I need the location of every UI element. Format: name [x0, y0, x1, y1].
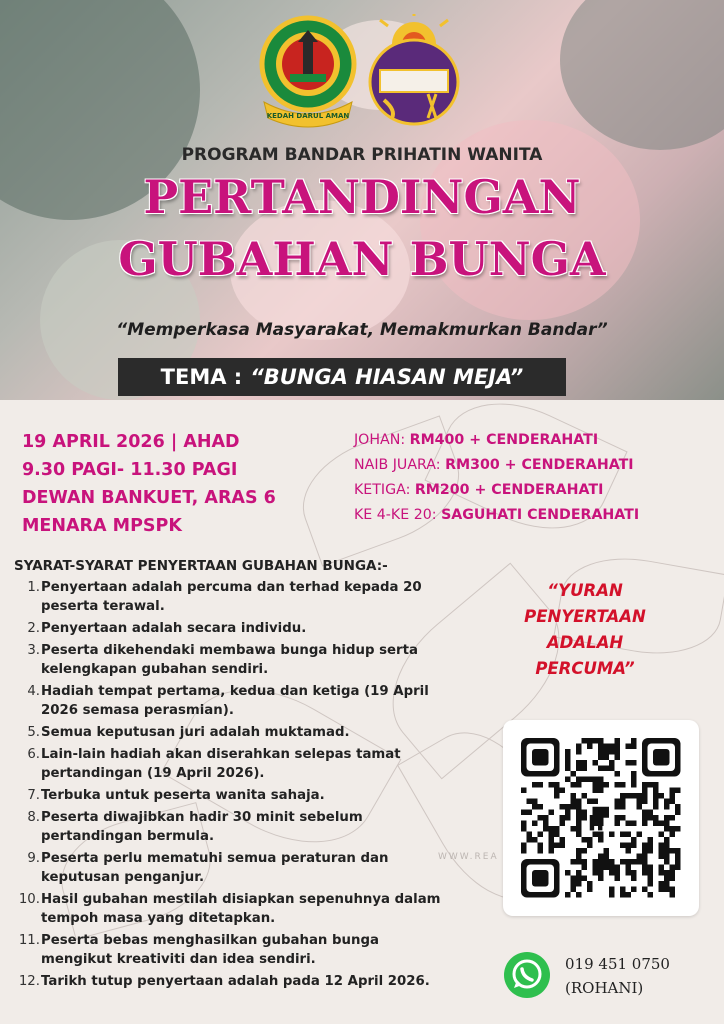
- prize-row: JOHAN: RM400 + CENDERAHATI: [354, 432, 599, 448]
- list-item: 7. Terbuka untuk peserta wanita sahaja.: [27, 788, 325, 803]
- whatsapp-icon[interactable]: [502, 950, 552, 1004]
- fee-note: “YURAN PENYERTAAN ADALAH PERCUMA”: [524, 581, 646, 678]
- motto: “Memperkasa Masyarakat, Memakmurkan Bandar”: [116, 320, 608, 340]
- logo-ribbon-text: KEDAH DARUL AMAN: [266, 112, 350, 120]
- event-time: 9.30 PAGI- 11.30 PAGI: [22, 460, 238, 480]
- program-title: PROGRAM BANDAR PRIHATIN WANITA: [181, 145, 543, 165]
- contact-name: (ROHANI): [565, 979, 644, 997]
- tema-value: “BUNGA HIASAN MEJA”: [250, 365, 524, 389]
- list-item: 12. Tarikh tutup penyertaan adalah pada 12 April 2026.: [18, 974, 430, 989]
- event-venue-1: DEWAN BANKUET, ARAS 6: [22, 488, 276, 508]
- list-item: 11. Peserta bebas menghasilkan gubahan bunga mengikut kreativiti dan idea sendiri.: [18, 933, 379, 967]
- list-item: 4. Hadiah tempat pertama, kedua dan ketiga (19 April 2026 semasa perasmian).: [27, 684, 429, 718]
- qr-code-card[interactable]: [503, 720, 699, 916]
- crest-logo: [366, 14, 462, 130]
- list-item: 5. Semua keputusan juri adalah muktamad.: [27, 725, 350, 740]
- rules-list: [14, 578, 454, 994]
- watermark: WWW.REA: [438, 852, 499, 862]
- rules-title: SYARAT-SYARAT PENYERTAAN GUBAHAN BUNGA:-: [14, 558, 388, 574]
- event-details: [22, 428, 276, 540]
- list-item: 6. Lain-lain hadiah akan diserahkan selepas tamat pertandingan (19 April 2026).: [27, 747, 401, 781]
- qr-code[interactable]: [503, 720, 699, 916]
- contact-info: [565, 952, 670, 1000]
- event-date: 19 APRIL 2026 | AHAD: [22, 432, 240, 452]
- mpspk-logo: [256, 14, 360, 136]
- list-item: 1. Penyertaan adalah percuma dan terhad kepada 20 peserta terawal.: [27, 580, 422, 614]
- event-venue-2: MENARA MPSPK: [22, 516, 182, 536]
- list-item: 10. Hasil gubahan mestilah disiapkan sepenuhnya dalam tempoh masa yang ditetapkan.: [18, 892, 441, 926]
- tema-label: TEMA :: [160, 365, 243, 389]
- title-line-1: PERTANDINGAN: [143, 170, 581, 224]
- prize-row: KE 4-KE 20: SAGUHATI CENDERAHATI: [354, 507, 640, 523]
- list-item: 2. Penyertaan adalah secara individu.: [27, 621, 307, 636]
- list-item: 3. Peserta dikehendaki membawa bunga hidup serta kelengkapan gubahan sendiri.: [27, 643, 418, 677]
- prize-row: KETIGA: RM200 + CENDERAHATI: [354, 482, 604, 498]
- list-item: 9. Peserta perlu mematuhi semua peraturan dan keputusan penganjur.: [27, 851, 389, 885]
- tema-banner: [118, 358, 566, 396]
- prize-list: [354, 428, 639, 528]
- prize-row: NAIB JUARA: RM300 + CENDERAHATI: [354, 457, 634, 473]
- title-line-2: GUBAHAN BUNGA: [118, 232, 606, 286]
- contact-phone[interactable]: 019 451 0750: [565, 955, 670, 973]
- list-item: 8. Peserta diwajibkan hadir 30 minit sebelum pertandingan bermula.: [27, 810, 363, 844]
